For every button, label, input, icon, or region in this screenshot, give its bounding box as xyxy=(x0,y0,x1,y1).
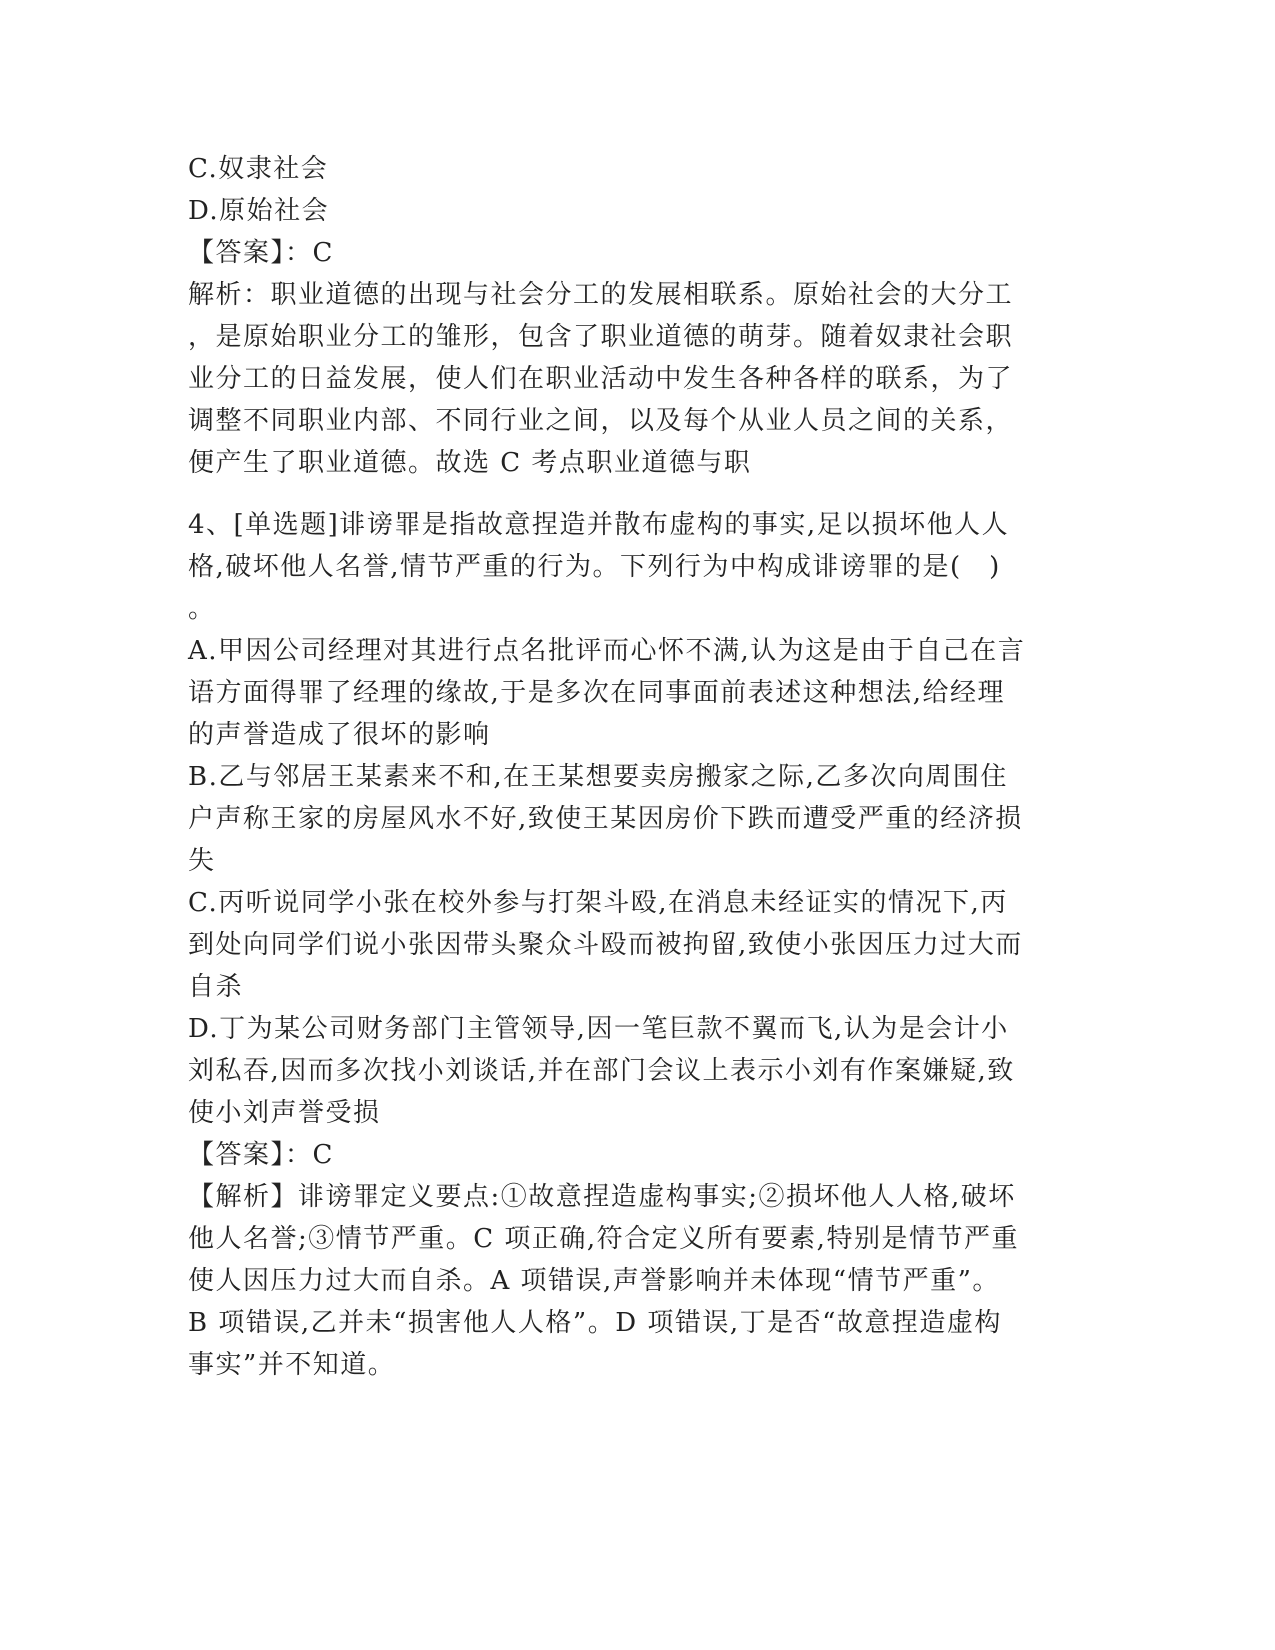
answer-line: 【答案】：C xyxy=(188,238,334,268)
option-line: B.乙与邻居王某素来不和,在王某想要卖房搬家之际,乙多次向周围住 xyxy=(188,762,1008,792)
option-line: C.丙听说同学小张在校外参与打架斗殴,在消息未经证实的情况下,丙 xyxy=(188,888,1008,918)
analysis-line: 业分工的日益发展，使人们在职业活动中发生各种各样的联系，为了 xyxy=(188,364,1014,394)
option-a xyxy=(188,630,1088,756)
question-stem xyxy=(188,504,1088,630)
option-line: 自杀 xyxy=(188,972,244,1002)
question-4-block xyxy=(188,504,1088,1386)
stem-line: 格,破坏他人名誉,情节严重的行为。下列行为中构成诽谤罪的是( ) xyxy=(188,552,1001,582)
option-line: 语方面得罪了经理的缘故,于是多次在同事面前表述这种想法,给经理 xyxy=(188,678,1006,708)
analysis-line: 调整不同职业内部、不同行业之间，以及每个从业人员之间的关系， xyxy=(188,406,1014,436)
option-line: 刘私吞,因而多次找小刘谈话,并在部门会议上表示小刘有作案嫌疑,致 xyxy=(188,1056,1015,1086)
document-page xyxy=(188,148,1088,1386)
option-d: D.原始社会 xyxy=(188,196,330,226)
block-spacer xyxy=(188,484,1088,504)
stem-line: 。 xyxy=(188,594,216,624)
stem-line: 4、[单选题]诽谤罪是指故意捏造并散布虚构的事实,足以损坏他人人 xyxy=(188,510,1010,540)
analysis-line: 使人因压力过大而自杀。A 项错误,声誉影响并未体现“情节严重”。 xyxy=(188,1266,1000,1296)
analysis-line: 事实”并不知道。 xyxy=(188,1350,396,1380)
option-line: 到处向同学们说小张因带头聚众斗殴而被拘留,致使小张因压力过大而 xyxy=(188,930,1023,960)
option-c: C.奴隶社会 xyxy=(188,154,329,184)
option-line: A.甲因公司经理对其进行点名批评而心怀不满,认为这是由于自己在言 xyxy=(188,636,1026,666)
option-line: 户声称王家的房屋风水不好,致使王某因房价下跌而遭受严重的经济损 xyxy=(188,804,1023,834)
analysis-line: ，是原始职业分工的雏形，包含了职业道德的萌芽。随着奴隶社会职 xyxy=(188,322,1014,352)
analysis-line: B 项错误,乙并未“损害他人人格”。D 项错误,丁是否“故意捏造虚构 xyxy=(188,1308,1002,1338)
option-b xyxy=(188,756,1088,882)
analysis-line: 【解析】诽谤罪定义要点:①故意捏造虚构事实;②损坏他人人格,破坏 xyxy=(188,1182,1016,1212)
analysis-paragraph xyxy=(188,274,1088,484)
prev-question-block xyxy=(188,148,1088,484)
analysis-paragraph xyxy=(188,1176,1088,1386)
option-line: D.丁为某公司财务部门主管领导,因一笔巨款不翼而飞,认为是会计小 xyxy=(188,1014,1009,1044)
option-d xyxy=(188,1008,1088,1134)
analysis-line: 便产生了职业道德。故选 C 考点职业道德与职 xyxy=(188,448,752,478)
analysis-line: 解析：职业道德的出现与社会分工的发展相联系。原始社会的大分工 xyxy=(188,280,1014,310)
option-line: 使小刘声誉受损 xyxy=(188,1098,381,1128)
option-line: 失 xyxy=(188,846,216,876)
analysis-line: 他人名誉;③情节严重。C 项正确,符合定义所有要素,特别是情节严重 xyxy=(188,1224,1019,1254)
answer-line: 【答案】：C xyxy=(188,1140,334,1170)
option-c xyxy=(188,882,1088,1008)
option-line: 的声誉造成了很坏的影响 xyxy=(188,720,491,750)
